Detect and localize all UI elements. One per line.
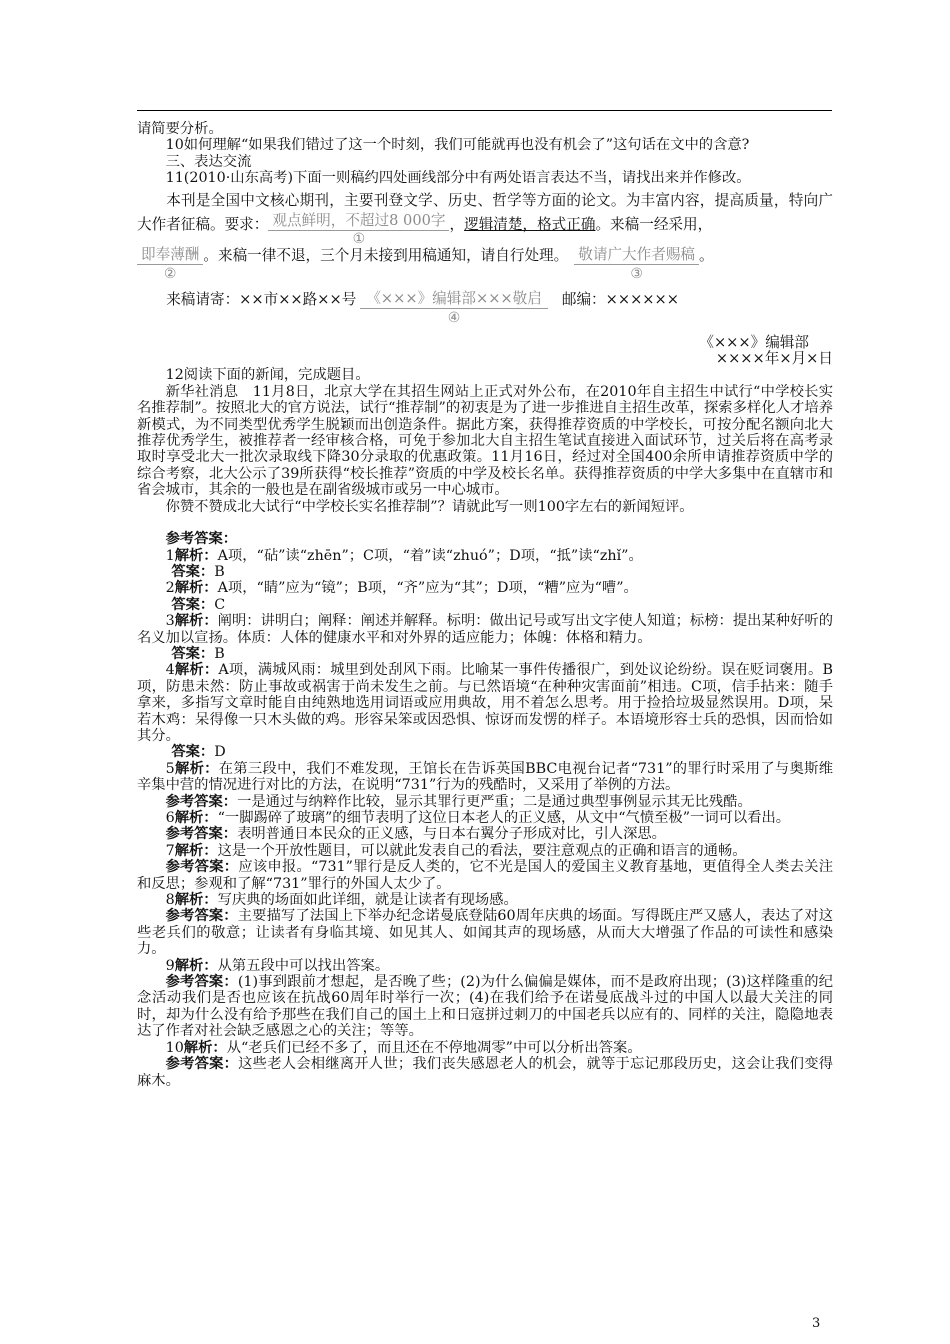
question-12-task: 你赞不赞成北大试行“中学校长实名推荐制”？请就此写一则100字左右的新闻短评。 [165,498,694,515]
blank-3: 敬请广大作者赐稿 ③ [574,247,699,285]
answer-7-reference: 参考答案：应该申报。“731”罪行是反人类的，它不光是国人的爱国主义教育基地，更值得全人类去关注和反思；参观和了解“731”罪行的外国人太少了。 [137,859,833,892]
question-12: 12阅读下面的新闻，完成题目。 [165,367,370,384]
answer-2: 2解析：A项，“睛”应为“镜”；B项，“齐”应为“其”；D项，“糟”应为“嘈”。 [165,580,638,597]
answer-6-reference: 参考答案：表明普通日本民众的正义感，与日本右翼分子形成对比，引人深思。 [165,826,666,843]
answer-9: 9解析：从第五段中可以找出答案。 [165,957,390,974]
answer-2-key: 答案：C [171,596,226,613]
answer-9-reference: 参考答案：(1)事到跟前才想起，是否晚了些；(2)为什么偏偏是媒体，而不是政府出现；(3)这样隆重的纪念活动我们是否也应该在抗战60周年时举行一次；(4)在我们给予在诺曼底战斗过的中国人以最大关注的同时，却为什么没有给予那些在我们自己的国土上和日寇拼过刺刀的中国老兵以应有的、同样的关注，隐隐地表达了作者对社会缺乏感恩之心的关注；等等。 [137,974,833,1040]
answer-4: 4解析：A项，满城风雨：城里到处刮风下雨。比喻某一事件传播很广，到处议论纷纷。误在贬词褒用。B项，防患未然：防止事故或祸害于尚未发生之前。与已然语境“在种种灾害面前”相违。C项，信手拈来：随手拿来，多指写文章时能自由纯熟地选用词语或应用典故，用不着怎么思考。用于捡拾垃圾显然误用。D项，呆若木鸡：呆得像一只木头做的鸡。形容呆笨或因恐惧、惊讶而发愣的样子。本语境形容士兵的恐惧，因而恰如其分。 [137,662,834,744]
question-10: 10如何理解“如果我们错过了这一个时刻，我们可能就再也没有机会了”这句话在文中的含意? [165,137,750,154]
notice-address: 来稿请寄：××市××路××号 《×××》编辑部×××敬启 ④ 邮编：×××××× [137,291,833,329]
answer-8-reference: 参考答案：主要描写了法国上下举办纪念诺曼底登陆60周年庆典的场面。写得既庄严又感人，表达了对这些老兵们的敬意；让读者有身临其境、如见其人、如闻其声的现场感，从而大大增强了作品的可读性和感染力。 [137,908,833,958]
answer-1-key: 答案：B [171,563,225,580]
section-heading-3: 三、表达交流 [165,153,252,170]
notice-para-1: 本刊是全国中文核心期刊，主要刊登文学、历史、哲学等方面的论文。为丰富内容，提高质量，特向广大作者征稿。要求： 观点鲜明，不超过8 000字 ① ，逻辑清楚，格式正确。来稿一经采用， [137,191,833,247]
news-text: 新华社消息 11月8日，北京大学在其招生网站上正式对外公布，在2010年自主招生中试行“中学校长实名推荐制”。按照北大的官方说法，试行“推荐制”的初衷是为了进一步推进自主招生改革，探索多样化人才培养新模式，为不同类型优秀学生脱颖而出创造条件。据此方案，获得推荐资质的中学校长，可按分配名额向北大推荐优秀学生，被推荐者一经审核合格，可免于参加北大自主招生笔试直接进入面试环节，过关后将在高考录取时享受北大一批次录取线下降30分录取的优惠政策。11月16日，经过对全国400余所申请推荐资质中学的综合考察，北大公示了39所获得“校长推荐”资质的中学及校长名单。获得推荐资质的中学大多集中在直辖市和省会城市，其余的一般也是在副省级城市或另一中心城市。 [137,383,833,499]
blank-1: 观点鲜明，不超过8 000字 ① [268,213,449,237]
answer-10-reference: 参考答案：这些老人会相继离开人世；我们丧失感恩老人的机会，就等于忘记那段历史，这会让我们变得麻木。 [137,1056,834,1089]
q9-tail: 请简要分析。 [137,121,223,137]
header-rule [137,110,832,111]
call-for-papers [137,189,833,368]
answer-6: 6解析：“一脚踢碎了玻璃”的细节表明了这位日本老人的正义感，从文中“气愤至极”一词可以看出。 [165,810,791,826]
answer-3-key: 答案：B [171,645,225,662]
blank-4: 《×××》编辑部×××敬启 ④ [360,291,548,329]
answers-title: 参考答案： [165,531,238,548]
answer-3: 3解析：阐明：讲明白；阐释：阐述并解释。标明：做出记号或写出文字使人知道；标榜：提出某种好听的名义加以宣扬。体质：人体的健康水平和对外界的适应能力；体魄：体格和精力。 [137,613,834,646]
answer-8: 8解析：写庆典的场面如此详细，就是让读者有现场感。 [165,892,518,909]
answer-10: 10解析：从“老兵们已经不多了，而且还在不停地凋零”中可以分析出答案。 [165,1039,642,1056]
answer-5: 5解析：在第三段中，我们不难发现，王馆长在告诉英国BBC电视台记者“731”的罪行时采用了与奥斯维辛集中营的情况进行对比的方法，在说明“731”行为的残酷时，又采用了举例的方法。 [137,760,833,794]
page-number: 3 [812,1316,821,1331]
answer-section [137,531,833,1089]
answer-1: 1解析：A项，“砧”读“zhēn”；C项，“着”读“zhuó”；D项，“抵”读“zhǐ”。 [165,547,643,564]
notice-signature-org: 《×××》编辑部 [699,333,809,351]
blank-2: 即奉薄酬 ② [137,247,203,285]
answer-5-reference: 参考答案：一是通过与纳粹作比较，显示其罪行更严重；二是通过典型事例显示其无比残酷。 [165,793,752,810]
underlined-phrase: 逻辑清楚，格式正确 [464,215,596,233]
answer-4-key: 答案：D [171,744,226,761]
question-11: 11(2010·山东高考)下面一则稿约四处画线部分中有两处语言表达不当，请找出来并作修改。 [165,170,751,187]
document-body [137,121,833,1089]
notice-para-2: 即奉薄酬 ② 。来稿一律不退，三个月未接到用稿通知，请自行处理。 敬请广大作者赐稿 ③ 。 [137,247,833,285]
answer-7: 7解析：这是一个开放性题目，可以就此发表自己的看法，要注意观点的正确和语言的通畅。 [165,842,747,859]
notice-signature-date: ××××年×月×日 [715,350,833,368]
